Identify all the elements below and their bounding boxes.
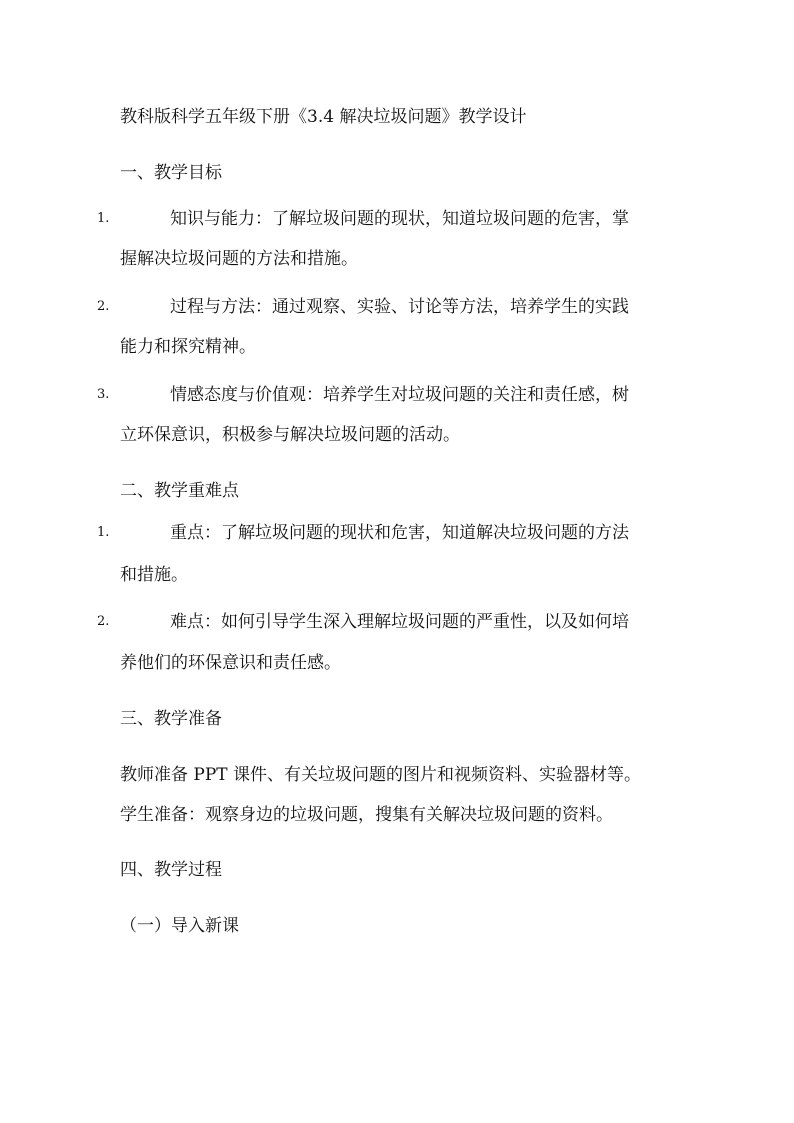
section-heading-preparation: 三、教学准备: [120, 709, 222, 729]
section-heading-key-points: 二、教学重难点: [120, 481, 239, 501]
document-title: 教科版科学五年级下册《3.4 解决垃圾问题》教学设计: [120, 107, 527, 127]
section-heading-objectives: 一、教学目标: [120, 163, 222, 183]
subsection-heading-intro: （一）导入新课: [120, 916, 239, 936]
list-item-text: 过程与方法：通过观察、实验、讨论等方法，培养学生的实践: [170, 297, 629, 317]
list-number: 2.: [97, 614, 110, 629]
student-preparation: 学生准备：观察身边的垃圾问题，搜集有关解决垃圾问题的资料。: [120, 805, 613, 825]
list-item-text-continued: 能力和探究精神。: [120, 337, 256, 357]
list-item-text: 重点：了解垃圾问题的现状和危害，知道解决垃圾问题的方法: [170, 523, 629, 543]
list-item-text-continued: 握解决垃圾问题的方法和措施。: [120, 249, 358, 269]
list-number: 2.: [97, 299, 110, 314]
section-heading-process: 四、教学过程: [120, 860, 222, 880]
list-number: 3.: [97, 387, 110, 402]
list-item-text-continued: 立环保意识，积极参与解决垃圾问题的活动。: [120, 425, 460, 445]
list-item-text-continued: 养他们的环保意识和责任感。: [120, 653, 341, 673]
list-item-text: 难点：如何引导学生深入理解垃圾问题的严重性，以及如何培: [170, 612, 629, 632]
list-number: 1.: [97, 525, 110, 540]
list-item-text-continued: 和措施。: [120, 565, 188, 585]
teacher-preparation: 教师准备 PPT 课件、有关垃圾问题的图片和视频资料、实验器材等。: [120, 765, 642, 785]
list-item-text: 知识与能力：了解垃圾问题的现状，知道垃圾问题的危害，掌: [170, 209, 629, 229]
list-number: 1.: [97, 211, 110, 226]
list-item-text: 情感态度与价值观：培养学生对垃圾问题的关注和责任感，树: [170, 385, 629, 405]
